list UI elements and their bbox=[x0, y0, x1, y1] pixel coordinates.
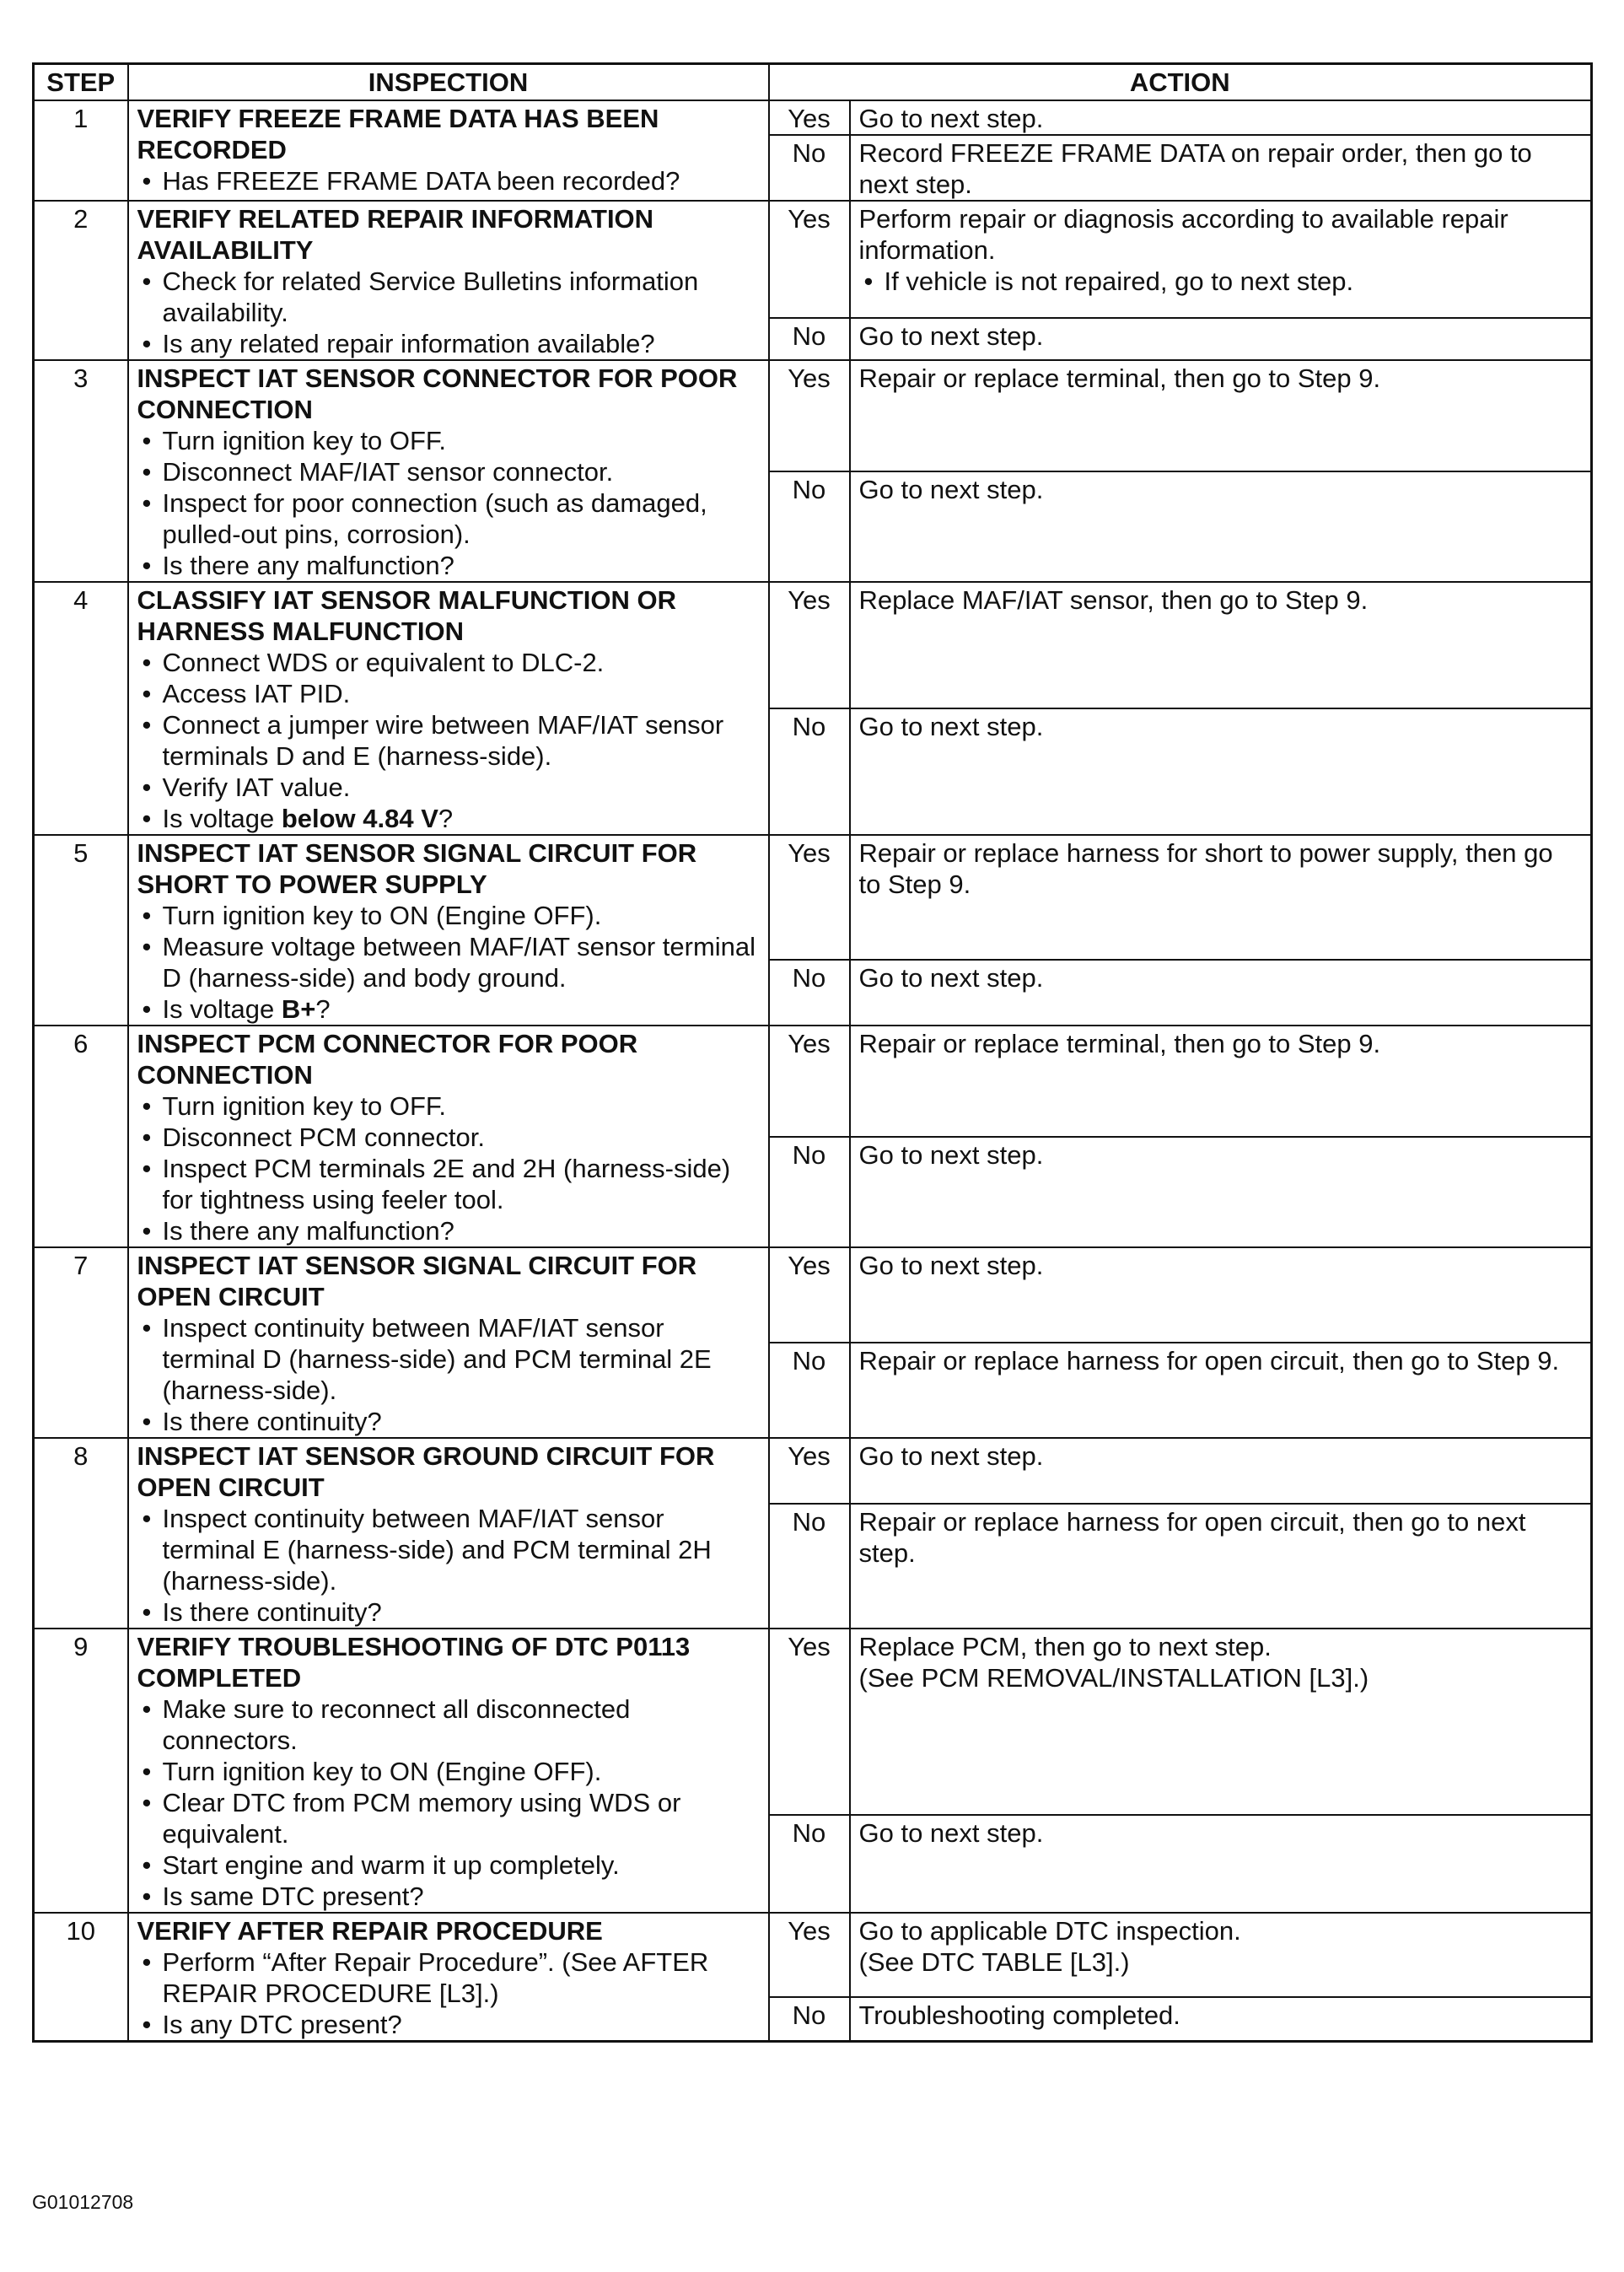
table-row bbox=[34, 1629, 1592, 1815]
inspection-bullet: • Make sure to reconnect all disconnected connectors. bbox=[163, 1693, 760, 1756]
no-action: Repair or replace harness for open circuit, then go to Step 9. bbox=[850, 1343, 1592, 1438]
inspection-title: INSPECT PCM CONNECTOR FOR POOR CONNECTION bbox=[137, 1029, 638, 1090]
no-action: Go to next step. bbox=[850, 1815, 1592, 1913]
yes-action: Go to next step. bbox=[850, 100, 1592, 135]
inspection-bullet: • Clear DTC from PCM memory using WDS or equivalent. bbox=[163, 1787, 760, 1849]
inspection-bullet: • Inspect for poor connection (such as damaged, pulled-out pins, corrosion). bbox=[163, 487, 760, 550]
yes-label: Yes bbox=[769, 360, 850, 471]
no-action: Go to next step. bbox=[850, 471, 1592, 583]
inspection-title: CLASSIFY IAT SENSOR MALFUNCTION OR HARNESS MALFUNCTION bbox=[137, 585, 677, 646]
no-action: Go to next step. bbox=[850, 1137, 1592, 1248]
no-label: No bbox=[769, 1997, 850, 2042]
step-number: 10 bbox=[34, 1913, 128, 2042]
inspection-title: INSPECT IAT SENSOR SIGNAL CIRCUIT FOR OPEN CIRCUIT bbox=[137, 1251, 697, 1311]
inspection-bullet: • Is there any malfunction? bbox=[163, 550, 760, 581]
yes-action: Perform repair or diagnosis according to available repair information. bbox=[858, 204, 1508, 265]
yes-action: Go to applicable DTC inspection. bbox=[858, 1916, 1241, 1946]
yes-label: Yes bbox=[769, 201, 850, 318]
yes-label: Yes bbox=[769, 1913, 850, 1997]
no-label: No bbox=[769, 1815, 850, 1913]
yes-action: Replace MAF/IAT sensor, then go to Step 9. bbox=[850, 582, 1592, 708]
inspection-title: INSPECT IAT SENSOR CONNECTOR FOR POOR CONNECTION bbox=[137, 363, 738, 424]
yes-action: Go to next step. bbox=[850, 1438, 1592, 1504]
inspection-bullet: • Is there continuity? bbox=[163, 1596, 760, 1628]
inspection-bullet: • Check for related Service Bulletins information availability. bbox=[163, 266, 760, 328]
inspection-bullet bbox=[163, 803, 760, 834]
table-row bbox=[34, 201, 1592, 318]
yes-action-note: • If vehicle is not repaired, go to next step. bbox=[885, 266, 1583, 297]
inspection-bullet: • Inspect continuity between MAF/IAT sensor terminal E (harness-side) and PCM terminal 2H (harness-side). bbox=[163, 1503, 760, 1596]
header-row bbox=[34, 64, 1592, 101]
table-row bbox=[34, 1438, 1592, 1504]
no-action: Go to next step. bbox=[850, 318, 1592, 360]
bullet-text: Is voltage bbox=[162, 804, 282, 833]
no-label: No bbox=[769, 708, 850, 835]
inspection-bullet: • Inspect PCM terminals 2E and 2H (harness-side) for tightness using feeler tool. bbox=[163, 1153, 760, 1215]
bullet-text: ? bbox=[438, 804, 454, 833]
inspection-title: VERIFY AFTER REPAIR PROCEDURE bbox=[137, 1916, 603, 1946]
table-row bbox=[34, 1026, 1592, 1137]
inspection-cell bbox=[128, 835, 769, 1026]
inspection-bullet: • Disconnect PCM connector. bbox=[163, 1122, 760, 1153]
table-row bbox=[34, 100, 1592, 135]
inspection-bullet: • Is any DTC present? bbox=[163, 2009, 760, 2040]
yes-label: Yes bbox=[769, 100, 850, 135]
inspection-bullet: • Access IAT PID. bbox=[163, 678, 760, 709]
inspection-bullet: • Turn ignition key to OFF. bbox=[163, 425, 760, 456]
inspection-cell bbox=[128, 1026, 769, 1247]
step-number: 1 bbox=[34, 100, 128, 201]
step-number: 6 bbox=[34, 1026, 128, 1247]
no-action: Record FREEZE FRAME DATA on repair order, then go to next step. bbox=[850, 135, 1592, 201]
step-number: 4 bbox=[34, 582, 128, 835]
yes-label: Yes bbox=[769, 582, 850, 708]
inspection-bullet: • Start engine and warm it up completely. bbox=[163, 1849, 760, 1881]
table-row bbox=[34, 360, 1592, 471]
inspection-cell bbox=[128, 1629, 769, 1913]
inspection-title: INSPECT IAT SENSOR GROUND CIRCUIT FOR OPEN CIRCUIT bbox=[137, 1441, 715, 1502]
no-action: Repair or replace harness for open circuit, then go to next step. bbox=[850, 1504, 1592, 1629]
no-label: No bbox=[769, 1137, 850, 1248]
table-row bbox=[34, 835, 1592, 960]
header-action: ACTION bbox=[769, 64, 1592, 101]
troubleshooting-table bbox=[32, 62, 1593, 2043]
yes-action-reference: (See PCM REMOVAL/INSTALLATION [L3].) bbox=[858, 1663, 1369, 1693]
step-number: 2 bbox=[34, 201, 128, 360]
inspection-title: INSPECT IAT SENSOR SIGNAL CIRCUIT FOR SHORT TO POWER SUPPLY bbox=[137, 838, 697, 899]
table-row bbox=[34, 582, 1592, 708]
no-label: No bbox=[769, 135, 850, 201]
inspection-cell bbox=[128, 1247, 769, 1438]
inspection-cell bbox=[128, 1913, 769, 2042]
inspection-title: VERIFY FREEZE FRAME DATA HAS BEEN RECORDED bbox=[137, 104, 659, 164]
inspection-cell bbox=[128, 360, 769, 582]
inspection-title: VERIFY TROUBLESHOOTING OF DTC P0113 COMPLETED bbox=[137, 1632, 691, 1693]
inspection-bullet: • Turn ignition key to OFF. bbox=[163, 1090, 760, 1122]
step-number: 3 bbox=[34, 360, 128, 582]
yes-action: Repair or replace harness for short to power supply, then go to Step 9. bbox=[850, 835, 1592, 960]
yes-action: Replace PCM, then go to next step. bbox=[858, 1632, 1272, 1661]
inspection-cell bbox=[128, 100, 769, 201]
yes-action-cell bbox=[850, 201, 1592, 318]
inspection-bullet: • Verify IAT value. bbox=[163, 772, 760, 803]
bullet-text: ? bbox=[315, 994, 331, 1024]
inspection-bullet: • Connect WDS or equivalent to DLC-2. bbox=[163, 647, 760, 678]
bullet-text: Is voltage bbox=[162, 994, 282, 1024]
step-number: 9 bbox=[34, 1629, 128, 1913]
no-action: Go to next step. bbox=[850, 708, 1592, 835]
yes-action: Repair or replace terminal, then go to Step 9. bbox=[850, 360, 1592, 471]
step-number: 7 bbox=[34, 1247, 128, 1438]
no-action: Troubleshooting completed. bbox=[850, 1997, 1592, 2042]
yes-label: Yes bbox=[769, 835, 850, 960]
yes-action: Repair or replace terminal, then go to Step 9. bbox=[850, 1026, 1592, 1137]
yes-action-reference: (See DTC TABLE [L3].) bbox=[858, 1947, 1130, 1977]
inspection-title: VERIFY RELATED REPAIR INFORMATION AVAILABILITY bbox=[137, 204, 654, 265]
step-number: 5 bbox=[34, 835, 128, 1026]
inspection-bullet: • Turn ignition key to ON (Engine OFF). bbox=[163, 900, 760, 931]
inspection-bullet bbox=[163, 993, 760, 1025]
yes-action: Go to next step. bbox=[850, 1247, 1592, 1343]
inspection-bullet: • Has FREEZE FRAME DATA been recorded? bbox=[163, 165, 760, 197]
yes-label: Yes bbox=[769, 1438, 850, 1504]
diagnostic-procedure bbox=[32, 62, 1590, 2043]
header-step: STEP bbox=[34, 64, 128, 101]
inspection-bullet: • Measure voltage between MAF/IAT sensor terminal D (harness-side) and body ground. bbox=[163, 931, 760, 993]
no-action: Go to next step. bbox=[850, 960, 1592, 1026]
no-label: No bbox=[769, 1504, 850, 1629]
no-label: No bbox=[769, 960, 850, 1026]
inspection-bullet: • Disconnect MAF/IAT sensor connector. bbox=[163, 456, 760, 487]
inspection-bullet: • Connect a jumper wire between MAF/IAT sensor terminals D and E (harness-side). bbox=[163, 709, 760, 772]
no-label: No bbox=[769, 471, 850, 583]
inspection-bullet: • Inspect continuity between MAF/IAT sensor terminal D (harness-side) and PCM terminal 2E (harness-side). bbox=[163, 1312, 760, 1406]
yes-label: Yes bbox=[769, 1629, 850, 1815]
figure-id: G01012708 bbox=[32, 2191, 134, 2213]
yes-label: Yes bbox=[769, 1247, 850, 1343]
inspection-cell bbox=[128, 1438, 769, 1629]
inspection-bullet: • Is there continuity? bbox=[163, 1406, 760, 1437]
inspection-bullet: • Is any related repair information available? bbox=[163, 328, 760, 359]
header-inspection: INSPECTION bbox=[128, 64, 769, 101]
table-row bbox=[34, 1247, 1592, 1343]
no-label: No bbox=[769, 1343, 850, 1438]
inspection-bullet: • Perform “After Repair Procedure”. (See AFTER REPAIR PROCEDURE [L3].) bbox=[163, 1946, 760, 2009]
inspection-bullet: • Is same DTC present? bbox=[163, 1881, 760, 1912]
inspection-cell bbox=[128, 582, 769, 835]
inspection-cell bbox=[128, 201, 769, 360]
bullet-bold: below 4.84 V bbox=[281, 804, 438, 833]
yes-label: Yes bbox=[769, 1026, 850, 1137]
inspection-bullet: • Is there any malfunction? bbox=[163, 1215, 760, 1246]
inspection-bullet: • Turn ignition key to ON (Engine OFF). bbox=[163, 1756, 760, 1787]
yes-action-cell bbox=[850, 1629, 1592, 1815]
bullet-bold: B+ bbox=[281, 994, 316, 1024]
table-row bbox=[34, 1913, 1592, 1997]
step-number: 8 bbox=[34, 1438, 128, 1629]
no-label: No bbox=[769, 318, 850, 360]
yes-action-cell bbox=[850, 1913, 1592, 1997]
